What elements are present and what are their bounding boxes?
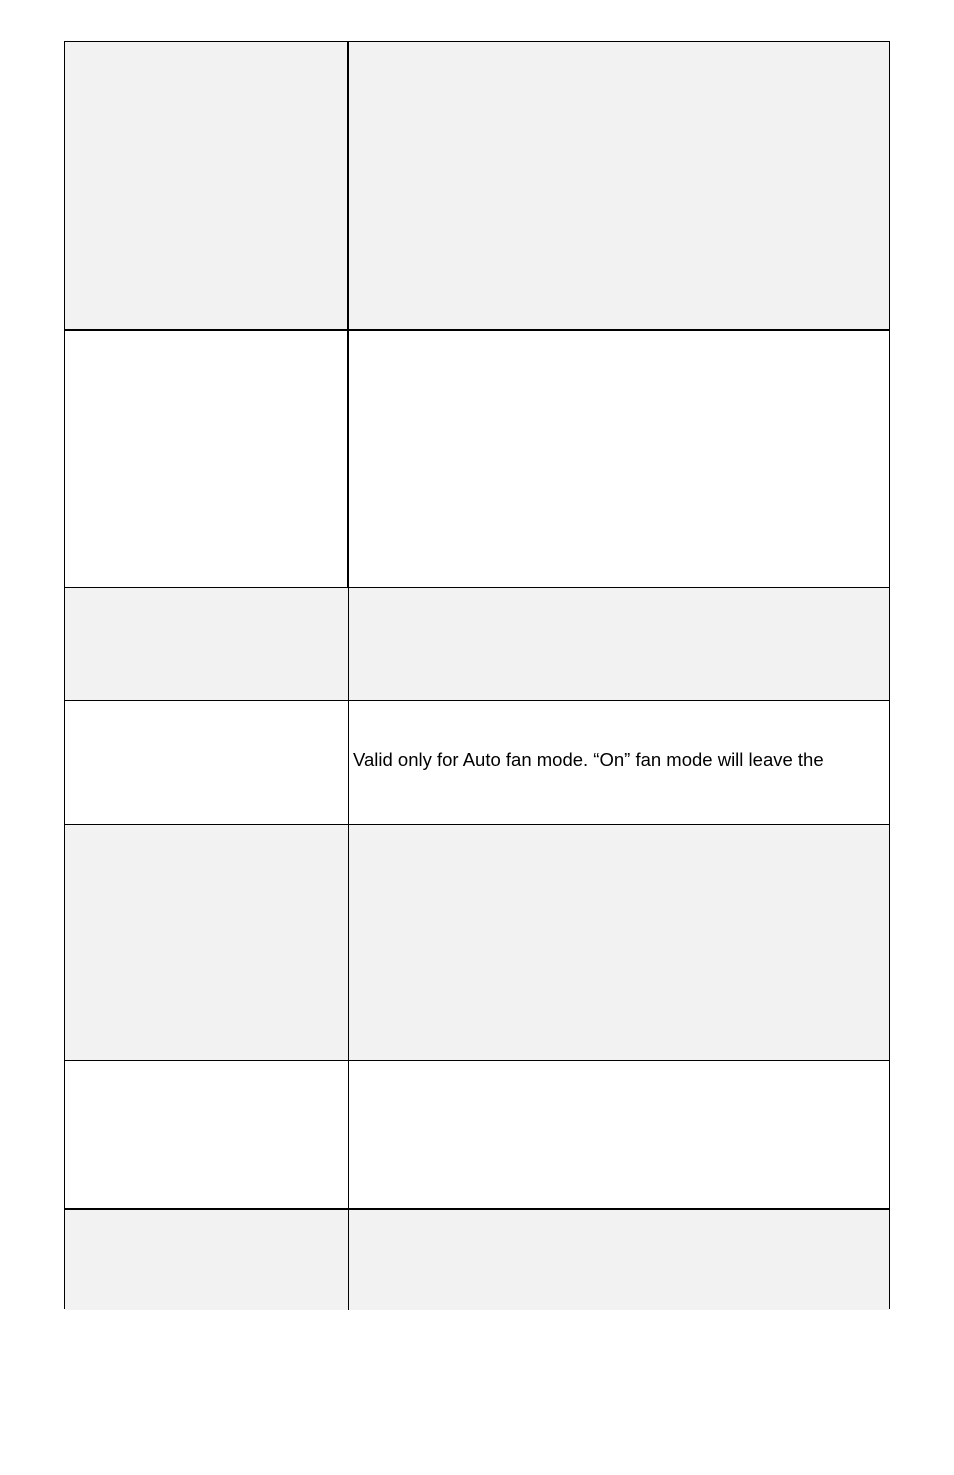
table-row xyxy=(65,824,889,1060)
row-divider xyxy=(65,587,889,588)
settings-table xyxy=(64,41,890,1309)
row-divider xyxy=(65,329,889,331)
table-row xyxy=(65,1060,889,1209)
row-divider xyxy=(65,700,889,701)
row-description: Valid only for Auto fan mode. “On” fan mode will leave the xyxy=(353,749,824,770)
table-row xyxy=(65,587,889,700)
row-divider xyxy=(65,1060,889,1061)
column-divider xyxy=(347,42,349,587)
column-divider xyxy=(348,587,349,1310)
table-row xyxy=(65,330,889,587)
table-row xyxy=(65,1209,889,1310)
row-divider xyxy=(65,1208,889,1210)
row-divider xyxy=(65,824,889,825)
table-row xyxy=(65,42,889,330)
